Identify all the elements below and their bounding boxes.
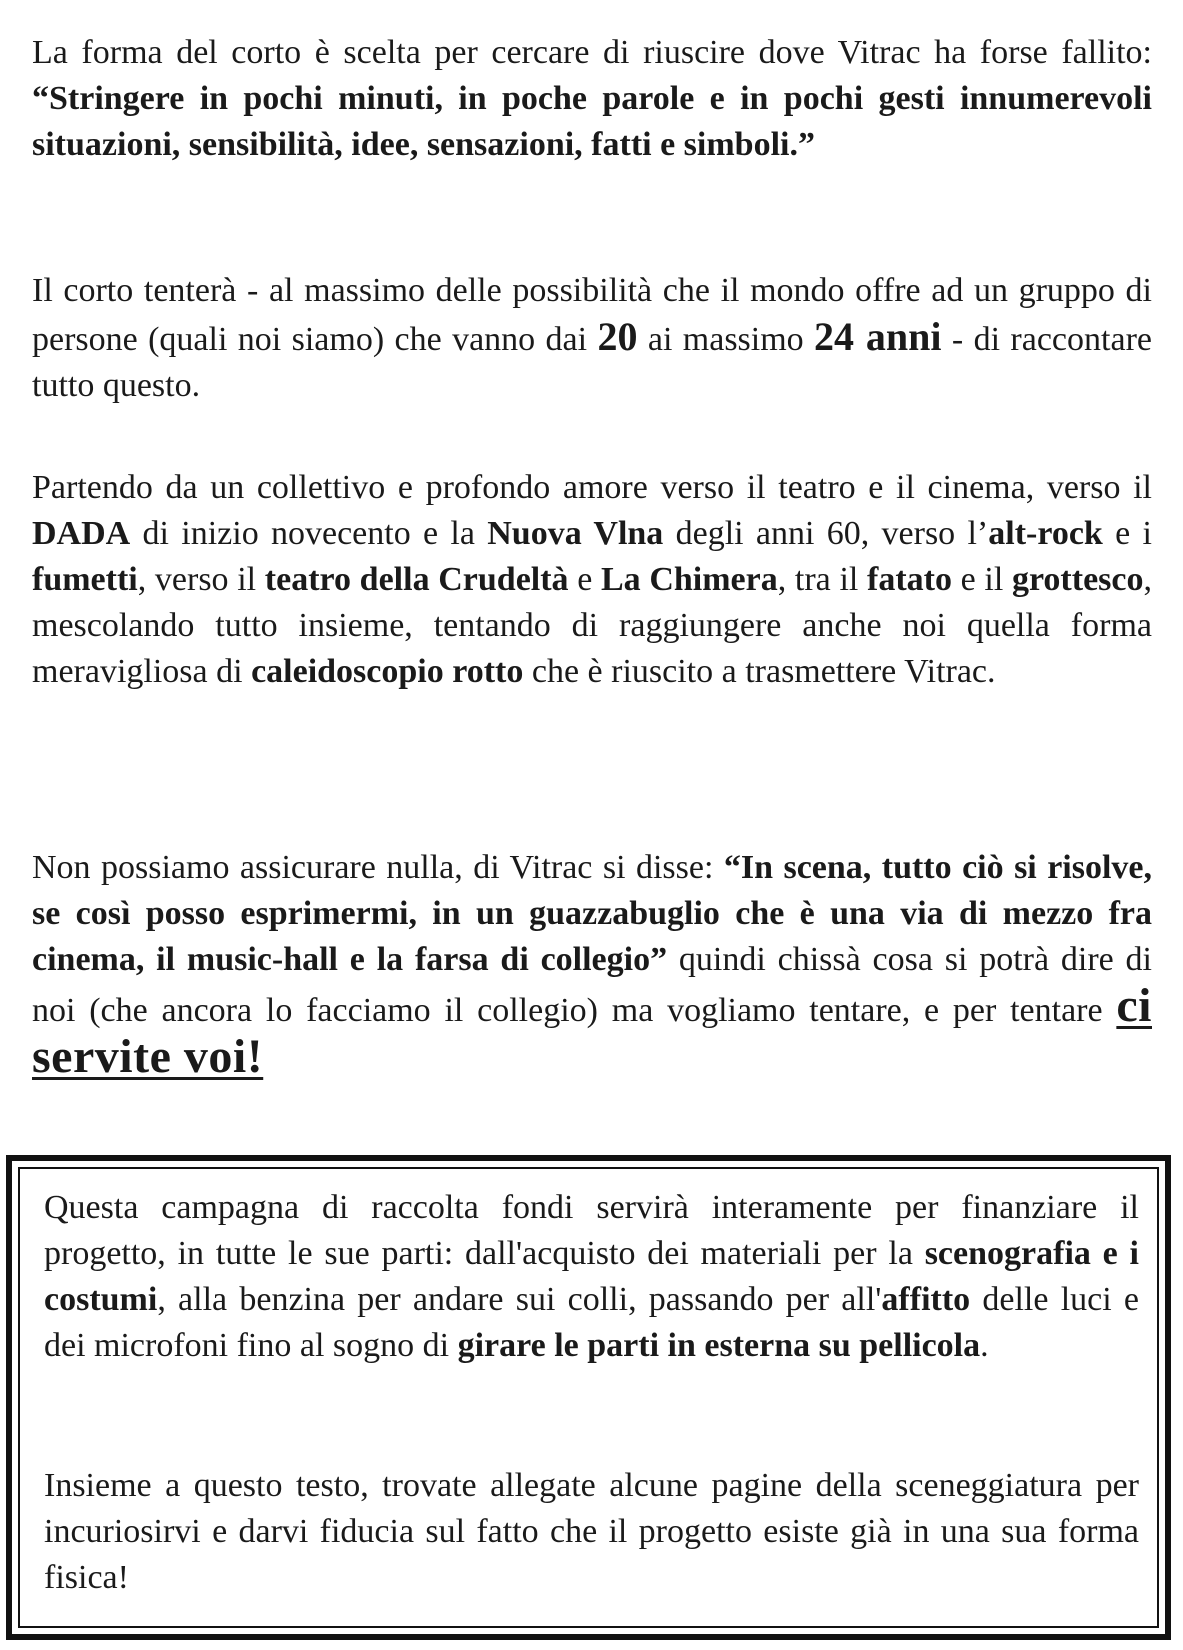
keyword-alt-rock: alt-rock (988, 515, 1103, 552)
paragraph-screenplay-attached (44, 1463, 1139, 1601)
text: , verso il (137, 561, 265, 598)
text: , mescolando tutto insieme, tentando di raggiungere anche noi quella forma meravigliosa di (32, 561, 1152, 690)
text: , alla benzina per andare sui colli, passando per all' (157, 1281, 882, 1318)
text: Insieme a questo testo, trovate allegate alcune pagine della sceneggiatura per incuriosirvi e darvi fiducia sul fatto che il progetto esiste già in una sua forma fisica! (44, 1467, 1139, 1596)
fundraising-box (6, 1155, 1171, 1640)
keyword-nuova-vlna: Nuova Vlna (487, 515, 664, 552)
text: - di raccontare tutto questo. (32, 321, 1152, 404)
keyword-la-chimera: La Chimera (600, 561, 778, 598)
text: quindi chissà cosa si potrà dire di noi (che ancora lo facciamo il collegio) ma vogliamo tentare, e per tentare (32, 941, 1152, 1029)
keyword-grottesco: grottesco (1011, 561, 1144, 598)
keyword-affitto: affitto (881, 1281, 971, 1318)
cta-headline: ci servite voi! (32, 979, 1152, 1083)
text: Questa campagna di raccolta fondi servirà interamente per finanziare il progetto, in tutte le sue parti: dall'acquisto dei materiali per la (44, 1189, 1139, 1272)
text: degli anni 60, verso l’ (663, 515, 989, 552)
keyword-dada: DADA (32, 515, 131, 552)
paragraph-age-range (32, 268, 1152, 409)
age-min: 20 (597, 314, 638, 359)
vitrac-quote: “Stringere in pochi minuti, in poche parole e in pochi gesti innumerevoli situazioni, sensibilità, idee, sensazioni, fatti e simboli.” (32, 80, 1152, 163)
text: di inizio novecento e la (130, 515, 488, 552)
text: ai massimo (637, 321, 815, 358)
keyword-teatro-crudelta: teatro della Crudeltà (264, 561, 569, 598)
age-max: 24 anni (814, 314, 942, 359)
text: La forma del corto è scelta per cercare di riuscire dove Vitrac ha forse fallito: (32, 34, 1152, 71)
text: , tra il (777, 561, 867, 598)
text: Partendo da un collettivo e profondo amore verso il teatro e il cinema, verso il (32, 469, 1152, 506)
text: . (980, 1327, 989, 1364)
paragraph-short-film-form (32, 30, 1152, 168)
text: e il (951, 561, 1012, 598)
keyword-fumetti: fumetti (32, 561, 138, 598)
paragraph-call-to-action (32, 845, 1152, 1085)
vitrac-scene-quote: “In scena, tutto ciò si risolve, se così posso esprimermi, in un guazzabuglio che è una via di mezzo fra cinema, il music-hall e la farsa di collegio” (32, 849, 1153, 978)
paragraph-fundraising (44, 1185, 1139, 1369)
keyword-scenografia: scenografia e i costumi (44, 1235, 1139, 1318)
text: che è riuscito a trasmettere Vitrac. (523, 653, 996, 690)
paragraph-influences (32, 465, 1152, 695)
fundraising-box-inner (18, 1167, 1159, 1628)
text: Non possiamo assicurare nulla, di Vitrac si disse: (32, 849, 724, 886)
text: delle luci e dei microfoni fino al sogno di (44, 1281, 1139, 1364)
text: e (568, 561, 601, 598)
keyword-caleidoscopio: caleidoscopio rotto (251, 653, 524, 690)
keyword-pellicola: girare le parti in esterna su pellicola (457, 1327, 981, 1364)
keyword-fatato: fatato (867, 561, 952, 598)
text: e i (1102, 515, 1152, 552)
text: Il corto tenterà - al massimo delle possibilità che il mondo offre ad un gruppo di persone (quali noi siamo) che vanno dai (32, 272, 1152, 358)
